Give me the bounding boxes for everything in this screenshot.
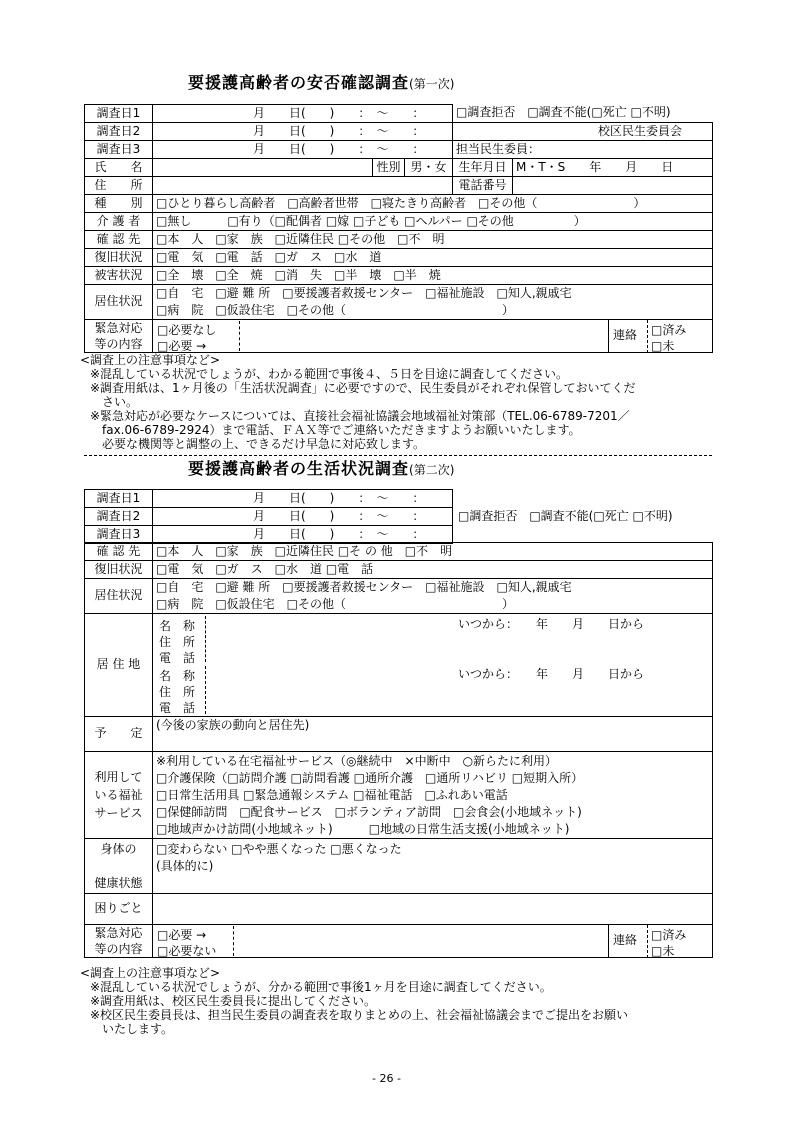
s1-urgent-opt1[interactable]: □必要なし: [157, 323, 217, 337]
s1-recovery-options[interactable]: □電 気 □電 話 □ガ ス □水 道: [153, 249, 713, 267]
s2-recovery-label: 復旧状況: [85, 561, 153, 579]
s2-date3-field[interactable]: 月 日( ) ： 〜 ：: [153, 526, 453, 544]
s2-service-line4[interactable]: □保健師訪問 □配食サービス □ボランティア訪問 □会食会(小地域ネット): [156, 804, 582, 819]
s1-title-main: 要援護高齢者の安否確認調査: [188, 73, 410, 92]
s1-note-6: 必要な機関等と調整の上、できるだけ早急に対応致します。: [90, 437, 426, 451]
s1-date2-label: 調査日2: [85, 123, 153, 141]
s2-urgent-label2: 等の内容: [94, 942, 143, 956]
s2-service-label1: 利用して: [94, 770, 143, 784]
s2-komari-label: 困りごと: [85, 894, 153, 925]
s1-note-4: ※緊急対応が必要なケースについては、直接社会福祉協議会地域福祉対策部（TEL.06-6789-7201／: [90, 409, 630, 423]
s2-health-label: [85, 839, 153, 894]
s2-date1-field[interactable]: 月 日( ) ： 〜 ：: [153, 490, 453, 508]
s2-k2-addr-label: 住 所: [159, 685, 196, 699]
s2-service-line5[interactable]: □地域声かけ訪問(小地域ネット) □地域の日常生活支援(小地域ネット): [156, 821, 570, 836]
s2-residence-label: 居住状況: [85, 579, 153, 614]
s1-birth-field[interactable]: M・T・S 年 月 日: [513, 159, 713, 177]
s1-urgent-cell: [153, 320, 713, 353]
s1-type-label: 種 別: [85, 195, 153, 213]
s2-k1-addr-label: 住 所: [159, 635, 196, 649]
s1-date3-label: 調査日3: [85, 141, 153, 159]
s2-health-detail: (具体的に): [156, 859, 214, 873]
s1-sex-label: 性別: [373, 159, 405, 177]
s1-residence-options[interactable]: [153, 285, 713, 320]
s2-k2-since[interactable]: いつから： 年 月 日から: [458, 667, 645, 681]
s1-notes-head: <調査上の注意事項など>: [80, 353, 221, 367]
s2-k2-divider: [205, 666, 206, 714]
s2-urgent-divider: [233, 926, 234, 956]
s2-service-line3[interactable]: □日常生活用具 □緊急通報システム □福祉電話 □ふれあい電話: [156, 787, 508, 802]
s1-urgent-label1: 緊急対応: [94, 321, 143, 335]
s2-confirm-label: 確 認 先: [85, 543, 153, 561]
s1-date2-field[interactable]: 月 日( ) ： 〜 ：: [153, 123, 453, 141]
s2-service-label3: サービス: [94, 806, 143, 820]
s2-residence-options[interactable]: [153, 579, 713, 614]
s2-refuse-options[interactable]: □調査拒否 □調査不能(□死亡 □不明): [458, 509, 673, 523]
s2-urgent-opt1[interactable]: □必要 →: [157, 928, 207, 942]
s2-k2-tel-label: 電 話: [159, 701, 196, 715]
s1-damage-label: 被害状況: [85, 267, 153, 285]
s1-date1-label: 調査日1: [85, 105, 153, 123]
s1-name-field[interactable]: [153, 159, 373, 177]
s2-k2-name-label: 名 称: [159, 669, 196, 683]
s1-residence-line2[interactable]: □病 院 □仮設住宅 □その他（ ）: [156, 303, 515, 317]
s1-birth-label: 生年月日: [453, 159, 513, 177]
s1-residence-label: 居住状況: [85, 285, 153, 320]
s2-confirm-options[interactable]: □本 人 □家 族 □近隣住民 □そ の 他 □不 明: [153, 543, 713, 561]
s2-notes: [80, 966, 628, 1036]
s1-caregiver-options[interactable]: □無し □有り（□配偶者 □嫁 □子ども □ヘルパー □その他 ）: [153, 213, 713, 231]
s1-renraku-label: 連絡: [613, 328, 638, 342]
s1-date-table: [84, 104, 713, 159]
s1-committee-label: 校区民生委員会: [453, 123, 713, 141]
s2-komari-field[interactable]: [153, 894, 713, 925]
s1-phone-label: 電話番号: [453, 177, 513, 195]
s2-health-label2: 健康状態: [94, 876, 143, 890]
s2-k1-since[interactable]: いつから： 年 月 日から: [458, 617, 645, 631]
s1-confirm-label: 確 認 先: [85, 231, 153, 249]
s1-address-field[interactable]: [153, 177, 453, 195]
s2-note-4: いたします。: [90, 1022, 174, 1036]
s1-date1-field[interactable]: 月 日( ) ： 〜 ：: [153, 105, 453, 123]
s2-k1-divider: [205, 616, 206, 662]
s2-yotei-field[interactable]: (今後の家族の動向と居住先): [153, 717, 713, 752]
s2-urgent-label1: 緊急対応: [94, 926, 143, 940]
s2-renraku-label: 連絡: [613, 933, 638, 947]
s1-caregiver-label: 介 護 者: [85, 213, 153, 231]
s1-renraku-notyet[interactable]: □未: [651, 339, 675, 353]
cut-line: [84, 455, 712, 456]
s1-note-3: さい。: [90, 395, 139, 409]
s1-renraku-options[interactable]: [651, 322, 686, 353]
s2-title-suffix: (第二次): [409, 463, 455, 477]
s2-date2-field[interactable]: 月 日( ) ： 〜 ：: [153, 508, 453, 526]
s2-residence-line2[interactable]: □病 院 □仮設住宅 □その他（ ）: [156, 597, 515, 611]
s1-renraku-box: [608, 320, 713, 353]
s2-service-line2[interactable]: □介護保険（□訪問介護 □訪問看護 □通所介護 □通所リハビリ □短期入所）: [156, 770, 584, 785]
s1-renraku-divider: [647, 320, 648, 353]
s2-renraku-done[interactable]: □済み: [651, 928, 687, 942]
s2-service-label2: いる福祉: [94, 788, 143, 802]
s1-address-label: 住 所: [85, 177, 153, 195]
s2-renraku-divider: [647, 925, 648, 958]
s2-service-line1: ※利用している在宅福祉サービス（◎継続中 ×中断中 ○新らたに利用）: [156, 753, 558, 768]
s1-confirm-options[interactable]: □本 人 □家 族 □近隣住民 □その他 □不 明: [153, 231, 713, 249]
s2-health-options[interactable]: □変わらない □やや悪くなった □悪くなった: [156, 842, 402, 856]
s2-health-label1: 身体の: [100, 842, 137, 856]
s2-renraku-options[interactable]: [651, 927, 686, 958]
s2-recovery-options[interactable]: □電 気 □ガ ス □水 道 □電 話: [153, 561, 713, 579]
s2-date1-label: 調査日1: [85, 490, 153, 508]
s2-k1-name-label: 名 称: [159, 619, 196, 633]
s2-note-3: ※校区民生委員長は、担当民生委員の調査表を取りまとめの上、社会福祉協議会までご提出をお願い: [90, 1008, 629, 1022]
s1-recovery-label: 復旧状況: [85, 249, 153, 267]
s1-title: [188, 75, 454, 91]
s1-refuse-options[interactable]: □調査拒否 □調査不能(□死亡 □不明): [453, 105, 713, 123]
s1-renraku-done[interactable]: □済み: [651, 323, 687, 337]
s2-kyojuchi-label: 居 住 地: [85, 614, 153, 717]
s1-urgent-options[interactable]: [157, 322, 216, 353]
s1-urgent-opt2[interactable]: □必要 →: [157, 339, 207, 353]
s2-kyojuchi-block2: [159, 668, 195, 716]
s2-urgent-opt2[interactable]: □必要ない: [157, 944, 217, 958]
s1-sex-options[interactable]: 男・女: [405, 159, 453, 177]
s1-phone-field[interactable]: [513, 177, 713, 195]
s2-info-table: [84, 542, 713, 958]
s2-residence-line1[interactable]: □自 宅 □避 難 所 □要援護者救援センター □福祉施設 □知人,親戚宅: [156, 580, 572, 594]
s2-kyojuchi-cell: [153, 614, 713, 717]
s1-residence-line1[interactable]: □自 宅 □避 難 所 □要援護者救援センター □福祉施設 □知人,親戚宅: [156, 286, 572, 300]
s2-urgent-label: [85, 925, 153, 958]
s2-urgent-cell: [153, 925, 713, 958]
s1-tanto-field[interactable]: 担当民生委員：: [453, 141, 713, 159]
s1-note-1: ※混乱している状況でしょうが、わかる範囲で事後４、５日を目途に調査してください。: [90, 367, 569, 381]
s2-yotei-label: 予 定: [85, 717, 153, 752]
s2-note-1: ※混乱している状況でしょうが、分かる範囲で事後1ヶ月を目途に調査してください。: [90, 980, 552, 994]
s1-urgent-label2: 等の内容: [94, 337, 143, 351]
s2-kyojuchi-block1: [159, 618, 195, 666]
s2-title-main: 要援護高齢者の生活状況調査: [188, 459, 410, 478]
s2-k1-tel-label: 電 話: [159, 651, 196, 665]
s2-renraku-box: [608, 925, 713, 958]
s2-notes-head: <調査上の注意事項など>: [80, 966, 221, 980]
s1-notes: [80, 353, 635, 451]
s2-date2-label: 調査日2: [85, 508, 153, 526]
s1-note-2: ※調査用紙は、1ヶ月後の「生活状況調査」に必要ですので、民生委員がそれぞれ保管しておいてくだ: [90, 381, 636, 395]
s2-service-label: [85, 752, 153, 839]
s2-health-field[interactable]: [153, 839, 713, 894]
s1-name-label: 氏 名: [85, 159, 153, 177]
s2-urgent-options[interactable]: [157, 927, 216, 958]
s1-info-table: [84, 158, 713, 353]
s2-renraku-notyet[interactable]: □未: [651, 944, 675, 958]
s2-service-options[interactable]: [153, 752, 713, 839]
s1-urgent-label: [85, 320, 153, 353]
s2-date3-label: 調査日3: [85, 526, 153, 544]
page-number: - 26 -: [372, 1072, 401, 1085]
s1-damage-options[interactable]: □全 壊 □全 焼 □消 失 □半 壊 □半 焼: [153, 267, 713, 285]
s2-date-table: [84, 489, 453, 544]
s1-type-options[interactable]: □ひとり暮らし高齢者 □高齢者世帯 □寝たきり高齢者 □その他（ ）: [153, 195, 713, 213]
s2-title: [188, 461, 454, 477]
s1-note-5: fax.06-6789-2924）まで電話、ＦＡＸ等でご連絡いただきますようお願いいたします。: [90, 423, 581, 437]
s1-title-suffix: (第一次): [409, 77, 455, 91]
s1-date3-field[interactable]: 月 日( ) ： 〜 ：: [153, 141, 453, 159]
s2-note-2: ※調査用紙は、校区民生委員長に提出してください。: [90, 994, 377, 1008]
s1-urgent-divider: [239, 321, 240, 351]
